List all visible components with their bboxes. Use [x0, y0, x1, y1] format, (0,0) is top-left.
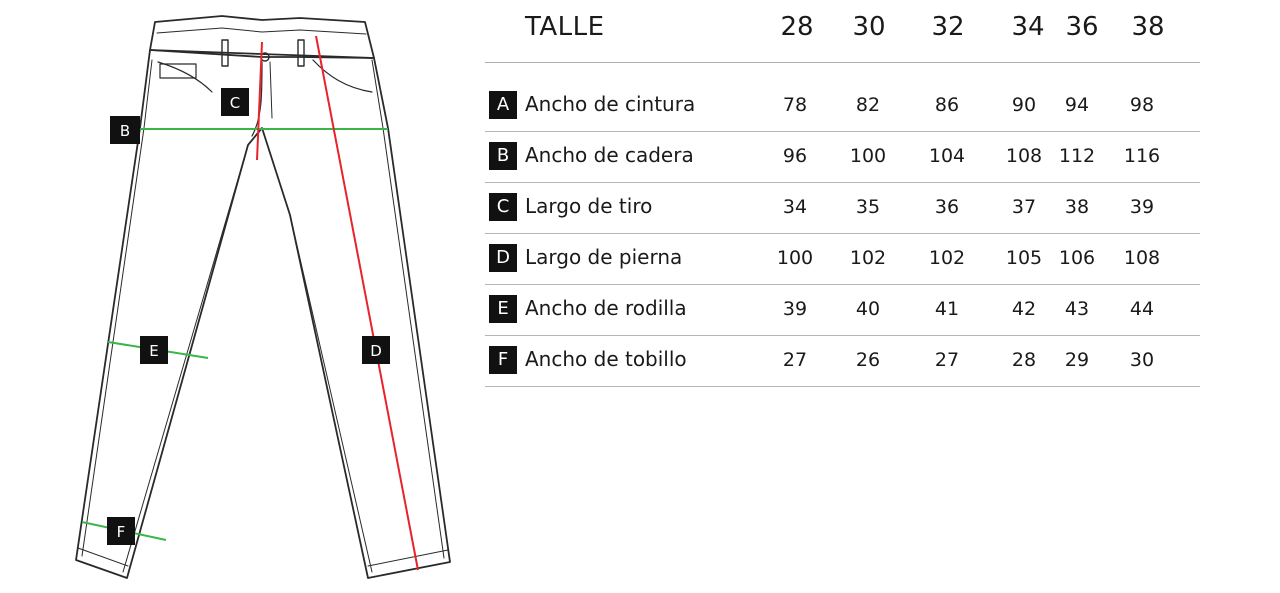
measurement-cell: 44	[1129, 298, 1155, 320]
measurement-cell: 29	[1064, 349, 1090, 371]
measurement-cell: 108	[1005, 145, 1043, 167]
measurement-cell: 90	[1011, 94, 1037, 116]
row-letter-badge: E	[489, 295, 517, 323]
jeans-diagram	[0, 0, 470, 593]
measurement-cell: 30	[1129, 349, 1155, 371]
measurement-cell: 82	[855, 94, 881, 116]
size-header-row	[485, 0, 1200, 63]
marker-d-label: D	[370, 342, 382, 360]
measurement-cell: 112	[1058, 145, 1096, 167]
row-label: Ancho de cintura	[525, 92, 696, 116]
measurement-cell: 38	[1064, 196, 1090, 218]
measurement-cell: 41	[934, 298, 960, 320]
measure-line-d	[316, 36, 418, 570]
size-header-34: 34	[1011, 12, 1045, 42]
measurement-cell: 37	[1011, 196, 1037, 218]
measurement-cell: 26	[855, 349, 881, 371]
size-header-36: 36	[1065, 12, 1099, 42]
row-letter-badge: F	[489, 346, 517, 374]
row-label: Ancho de rodilla	[525, 296, 687, 320]
table-row	[485, 234, 1200, 285]
measurement-cell: 43	[1064, 298, 1090, 320]
marker-b-label: B	[119, 122, 131, 140]
measurement-cell: 28	[1011, 349, 1037, 371]
measurement-cell: 86	[934, 94, 960, 116]
table-row	[485, 336, 1200, 387]
measurement-cell: 102	[849, 247, 887, 269]
table-row	[485, 81, 1200, 132]
row-letter-badge: C	[489, 193, 517, 221]
measurement-cell: 94	[1064, 94, 1090, 116]
marker-b	[110, 116, 140, 144]
marker-e	[140, 336, 168, 364]
measurement-cell: 27	[934, 349, 960, 371]
measurement-cell: 104	[928, 145, 966, 167]
measurement-cell: 116	[1123, 145, 1161, 167]
measurement-cell: 35	[855, 196, 881, 218]
measurement-cell: 106	[1058, 247, 1096, 269]
marker-c-label: C	[229, 94, 241, 112]
measurement-cell: 42	[1011, 298, 1037, 320]
size-header-label: TALLE	[525, 12, 605, 42]
table-row	[485, 285, 1200, 336]
measurement-cell: 36	[934, 196, 960, 218]
measurement-cell: 40	[855, 298, 881, 320]
measurement-cell: 105	[1005, 247, 1043, 269]
measurement-cell: 98	[1129, 94, 1155, 116]
marker-d	[362, 336, 390, 364]
size-header-28: 28	[780, 12, 814, 42]
row-letter-badge: B	[489, 142, 517, 170]
row-letter-badge: A	[489, 91, 517, 119]
measurement-cell: 102	[928, 247, 966, 269]
measurement-cell: 39	[782, 298, 808, 320]
row-letter-badge: D	[489, 244, 517, 272]
measurement-cell: 27	[782, 349, 808, 371]
marker-f-label: F	[116, 523, 126, 541]
measurement-cell: 108	[1123, 247, 1161, 269]
measurement-cell: 34	[782, 196, 808, 218]
measurement-cell: 39	[1129, 196, 1155, 218]
size-table	[485, 0, 1200, 387]
row-label: Ancho de tobillo	[525, 347, 687, 371]
measurement-cell: 100	[776, 247, 814, 269]
row-label: Largo de tiro	[525, 194, 653, 218]
row-label: Ancho de cadera	[525, 143, 694, 167]
row-label: Largo de pierna	[525, 245, 683, 269]
marker-f	[107, 517, 135, 545]
table-row	[485, 183, 1200, 234]
measurement-cell: 100	[849, 145, 887, 167]
marker-c	[221, 88, 249, 116]
table-row	[485, 132, 1200, 183]
size-header-32: 32	[931, 12, 965, 42]
measurement-cell: 78	[782, 94, 808, 116]
measurement-cell: 96	[782, 145, 808, 167]
size-header-38: 38	[1131, 12, 1165, 42]
size-header-30: 30	[852, 12, 886, 42]
marker-e-label: E	[149, 342, 159, 360]
